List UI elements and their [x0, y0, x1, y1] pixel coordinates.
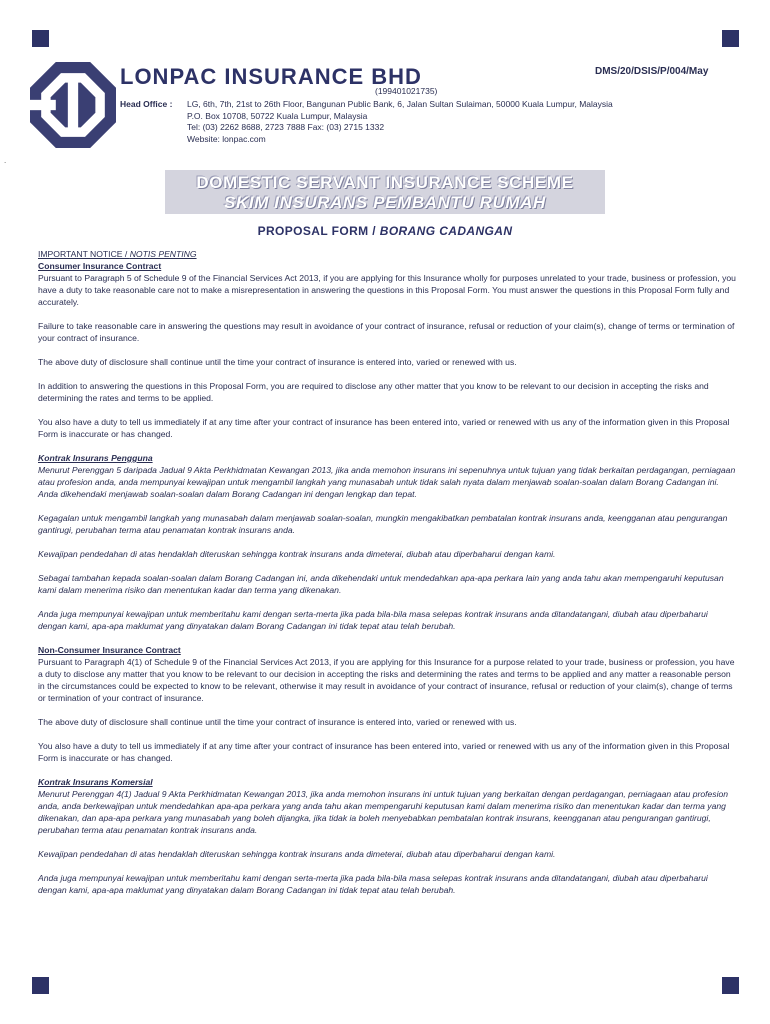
paragraph: Kewajipan pendedahan di atas hendaklah diteruskan sehingga kontrak insurans anda dimeterai, diubah atau diperbaharui dengan kami.: [38, 549, 556, 559]
corner-registration-mark: [722, 977, 739, 994]
scheme-title-english: DOMESTIC SERVANT INSURANCE SCHEME: [196, 173, 574, 192]
section-title: Consumer Insurance Contract: [38, 261, 162, 271]
paragraph: The above duty of disclosure shall continue until the time your contract of insurance is entered into, varied or renewed with us.: [38, 357, 517, 367]
paragraph: Kewajipan pendedahan di atas hendaklah diteruskan sehingga kontrak insurans anda dimeterai, diubah atau diperbaharui dengan kami.: [38, 849, 556, 859]
important-notice-label: [38, 248, 738, 260]
paragraph: Sebagai tambahan kepada soalan-soalan dalam Borang Cadangan ini, anda dikehendaki untuk mendedahkan apa-apa perkara lain yang anda tahu akan mempengaruhi keputusan kami dalam menerima risiko dan menentukan kadar dan terma yang dikenakan.: [38, 573, 724, 595]
paragraph: Anda juga mempunyai kewajipan untuk memberitahu kami dengan serta-merta jika pada bila-bila masa selepas kontrak insurans anda ditandatangani, diubah atau diperbaharui dengan kami, apa-apa maklumat yang dinyatakan dalam Borang Cadangan ini tidak tepat atau telah berubah.: [38, 609, 708, 631]
corner-registration-mark: [722, 30, 739, 47]
paragraph: Kegagalan untuk mengambil langkah yang munasabah dalam menjawab soalan-soalan, mungkin mengakibatkan pembatalan kontrak insurans anda, keengganan atau pengurangan gantirugi, perubahan terma atau penamatan kontrak insurans anda.: [38, 513, 728, 535]
paragraph: Failure to take reasonable care in answering the questions may result in avoidance of your contract of insurance, refusal or reduction of your claim(s), change of terms or termination of your contract of insurance.: [38, 321, 735, 343]
registration-number: (199401021735): [375, 86, 438, 96]
section-title: Kontrak Insurans Komersial: [38, 777, 153, 787]
notice-label-english: IMPORTANT NOTICE /: [38, 249, 130, 259]
paragraph: The above duty of disclosure shall continue until the time your contract of insurance is entered into, varied or renewed with us.: [38, 717, 517, 727]
scheme-title-malay: SKIM INSURANS PEMBANTU RUMAH: [224, 193, 546, 212]
paragraph: In addition to answering the questions in this Proposal Form, you are required to disclose any other matter that you know to be relevant to our decision in accepting the risks and determining the rates and terms to be applied.: [38, 381, 709, 403]
paragraph: You also have a duty to tell us immediately if at any time after your contract of insurance has been entered into, varied or renewed with us any of the information given in this Proposal Form is inaccurate or has changed.: [38, 741, 730, 763]
form-title: [0, 224, 770, 238]
paragraph: Menurut Perenggan 5 daripada Jadual 9 Akta Perkhidmatan Kewangan 2013, jika anda memohon insurans ini sepenuhnya untuk tujuan yang tidak berkaitan perdagangan, perniagaan atau profesion anda, anda mempunyai kewajipan untuk mengambil langkah yang munasabah untuk tidak salah nyata dalam menjawab soalan-soalan dalam Borang Cadangan ini. Anda dikehendaki menjawab soalan-soalan dalam Borang Cadangan ini dengan lengkap dan tepat.: [38, 465, 736, 499]
document-reference: DMS/20/DSIS/P/004/May: [595, 66, 709, 77]
notice-label-malay: NOTIS PENTING: [129, 249, 197, 259]
paragraph: Menurut Perenggan 4(1) Jadual 9 Akta Perkhidmatan Kewangan 2013, jika anda memohon insurans ini untuk tujuan yang berkaitan dengan perdagangan, perniagaan atau profesion anda, anda berkewajipan untuk mendedahkan apa-apa perkara yang anda tahu akan mempengaruhi keputusan kami dalam menerima risiko dan menentukan kadar dan terma yang dikenakan, dan apa-apa perkara yang munasabah yang boleh dijangka, jika tidak ia boleh menyebabkan pembatalan kontrak insurans, keengganan atau pengurangan gantirugi, perubahan terma atau penamatan kontrak insurans anda.: [38, 789, 729, 835]
address-line: P.O. Box 10708, 50722 Kuala Lumpur, Malaysia: [187, 110, 368, 121]
scheme-title-banner: [165, 170, 605, 214]
section-title: Non-Consumer Insurance Contract: [38, 645, 181, 655]
website-line: Website: lonpac.com: [187, 133, 266, 144]
form-title-english: PROPOSAL FORM /: [257, 224, 380, 238]
stray-mark: .: [4, 156, 7, 165]
corner-registration-mark: [32, 30, 49, 47]
head-office-label: Head Office :: [120, 99, 173, 109]
paragraph: Pursuant to Paragraph 5 of Schedule 9 of the Financial Services Act 2013, if you are applying for this Insurance wholly for purposes unrelated to your trade, business or profession, you have a duty to take reasonable care not to make a misrepresentation in answering the questions in this Proposal Form. You must answer the questions in this Proposal Form fully and accurately.: [38, 273, 736, 307]
section-title: Kontrak Insurans Pengguna: [38, 453, 153, 463]
corner-registration-mark: [32, 977, 49, 994]
contact-line: Tel: (03) 2262 8688, 2723 7888 Fax: (03) 2715 1332: [187, 122, 385, 132]
paragraph: Anda juga mempunyai kewajipan untuk memberitahu kami dengan serta-merta jika pada bila-bila masa selepas kontrak insurans anda ditandatangani, diubah atau diperbaharui dengan kami, apa-apa maklumat yang dinyatakan dalam Borang Cadangan ini tidak tepat atau telah berubah.: [38, 873, 708, 895]
form-title-malay: BORANG CADANGAN: [379, 224, 513, 238]
address-line: LG, 6th, 7th, 21st to 26th Floor, Bangunan Public Bank, 6, Jalan Sultan Sulaiman, 50000 Kuala Lumpur, Malaysia: [187, 99, 613, 109]
paragraph: You also have a duty to tell us immediately if at any time after your contract of insurance has been entered into, varied or renewed with us any of the information given in this Proposal Form is inaccurate or has changed.: [38, 417, 730, 439]
company-name: LONPAC INSURANCE BHD: [120, 64, 422, 89]
paragraph: Pursuant to Paragraph 4(1) of Schedule 9 of the Financial Services Act 2013, if you are applying for this Insurance for a purpose related to your trade, business or profession, you have a duty to disclose any matter that you know to be relevant to our decision in accepting the risks and determining the rates and terms to be applied and any matter a reasonable person in the circumstances could be expected to know to be relevant, otherwise it may result in avoidance of your contract of insurance, refusal or reduction of your claim(s), change of terms or termination of your contract of insurance.: [38, 657, 735, 703]
notice-content: [38, 248, 738, 908]
lonpac-logo-icon: [30, 62, 116, 148]
